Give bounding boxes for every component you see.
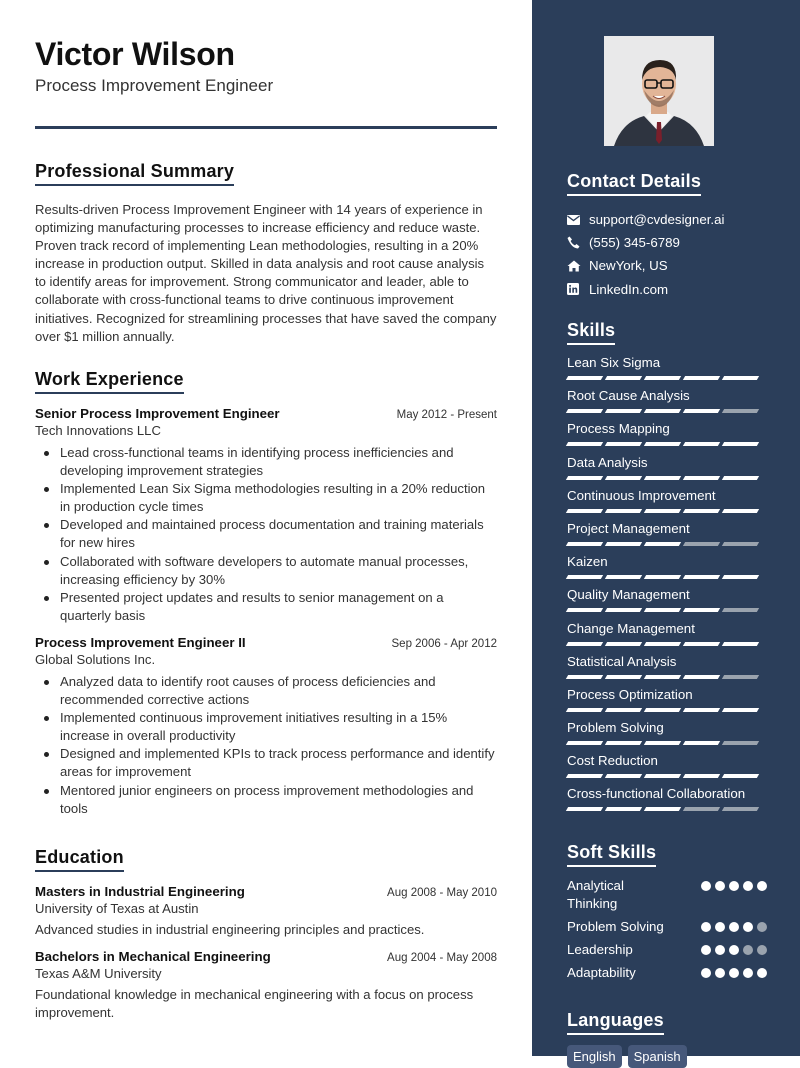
skills-list (567, 355, 767, 820)
skill-item (567, 554, 767, 587)
avatar (604, 36, 714, 146)
skill-level-segment (683, 807, 720, 811)
skill-level-segment (722, 409, 759, 413)
summary-section (35, 161, 497, 346)
skill-level-segment (566, 476, 603, 480)
skill-item (567, 388, 767, 421)
school: Texas A&M University (35, 966, 162, 982)
soft-skill-rating (701, 945, 767, 955)
contact-heading: Contact Details (567, 171, 701, 196)
rating-dot (743, 881, 753, 891)
job-company: Tech Innovations LLC (35, 423, 161, 438)
skill-level-segment (644, 608, 681, 612)
skill-level-segment (566, 608, 603, 612)
skill-level-segment (644, 741, 681, 745)
soft-skill-rating (701, 881, 767, 891)
skill-level-segment (605, 575, 642, 579)
skill-level-bar (567, 442, 767, 446)
school: University of Texas at Austin (35, 901, 199, 916)
skill-level-segment (722, 542, 759, 546)
skill-level-segment (644, 376, 681, 380)
skill-level-segment (566, 774, 603, 778)
job-entry (35, 406, 497, 625)
skill-item (567, 786, 767, 819)
soft-skills-list (567, 877, 767, 982)
summary-heading: Professional Summary (35, 161, 234, 186)
skill-level-segment (722, 476, 759, 480)
education-dates: Aug 2008 - May 2010 (387, 887, 497, 899)
rating-dot (701, 945, 711, 955)
skill-level-segment (683, 708, 720, 712)
skill-name: Cost Reduction (567, 753, 658, 769)
skill-level-segment (566, 642, 603, 646)
rating-dot (729, 945, 739, 955)
skill-level-segment (683, 376, 720, 380)
skill-level-segment (683, 509, 720, 513)
skill-level-segment (566, 376, 603, 380)
skill-level-segment (566, 807, 603, 811)
soft-skill-name: Leadership (567, 942, 633, 957)
rating-dot (715, 881, 725, 891)
phone-text: (555) 345-6789 (589, 235, 680, 251)
languages-heading: Languages (567, 1010, 664, 1035)
skill-name: Project Management (567, 520, 690, 536)
skill-level-segment (644, 542, 681, 546)
skill-level-segment (644, 575, 681, 579)
linkedin-text: LinkedIn.com (589, 281, 669, 297)
soft-skill-name: Adaptability (567, 965, 636, 980)
soft-skills-section (567, 842, 767, 987)
skill-item (567, 621, 767, 654)
job-bullet: Implemented Lean Six Sigma methodologies resulting in a 20% reduction in production cycle times (60, 480, 497, 516)
work-experience-section (35, 369, 497, 818)
skill-level-bar (567, 409, 767, 413)
skill-level-segment (605, 442, 642, 446)
skill-name: Quality Management (567, 587, 690, 603)
skill-level-segment (722, 741, 759, 745)
skill-level-segment (605, 642, 642, 646)
skill-item (567, 355, 767, 388)
soft-skill-name: Problem Solving (567, 919, 664, 934)
soft-skill-item (567, 918, 767, 936)
skill-level-bar (567, 741, 767, 745)
skill-name: Lean Six Sigma (567, 355, 661, 370)
skill-level-segment (605, 741, 642, 745)
rating-dot (715, 945, 725, 955)
skill-level-bar (567, 642, 767, 646)
skill-level-segment (683, 476, 720, 480)
candidate-name: Victor Wilson (35, 36, 235, 72)
skill-level-segment (644, 675, 681, 679)
skill-level-segment (566, 509, 603, 513)
skill-level-segment (644, 774, 681, 778)
rating-dot (715, 922, 725, 932)
education-description: Advanced studies in industrial engineering principles and practices. (35, 922, 425, 937)
contact-location (567, 254, 767, 277)
sidebar (532, 0, 800, 1064)
education-entry (35, 884, 497, 939)
skill-level-segment (566, 675, 603, 679)
soft-skill-item (567, 964, 767, 982)
skill-item (567, 421, 767, 454)
rating-dot (757, 922, 767, 932)
skill-level-segment (644, 509, 681, 513)
skill-name: Cross-functional Collaboration (567, 786, 746, 802)
rating-dot (729, 881, 739, 891)
education-description: Foundational knowledge in mechanical engineering with a focus on process improvement. (35, 987, 474, 1021)
education-section (35, 847, 497, 1022)
skill-name: Process Optimization (567, 686, 693, 702)
job-bullets (35, 444, 497, 625)
linkedin-icon (567, 283, 589, 295)
skills-heading: Skills (567, 320, 615, 345)
skill-name: Problem Solving (567, 720, 664, 736)
rating-dot (729, 968, 739, 978)
soft-skill-item (567, 941, 767, 959)
job-dates: May 2012 - Present (396, 409, 497, 421)
job-role: Senior Process Improvement Engineer (35, 406, 280, 421)
skill-level-segment (683, 675, 720, 679)
education-dates: Aug 2004 - May 2008 (387, 952, 497, 965)
skill-name: Data Analysis (567, 454, 648, 470)
work-experience-heading: Work Experience (35, 369, 184, 394)
contact-phone[interactable] (567, 231, 767, 254)
skill-level-segment (605, 774, 642, 778)
soft-skill-item (567, 877, 767, 913)
soft-skills-heading: Soft Skills (567, 842, 656, 867)
skill-item (567, 455, 767, 488)
skill-item (567, 521, 767, 554)
skill-item (567, 720, 767, 753)
job-bullets (35, 673, 497, 818)
contact-section (567, 171, 767, 301)
summary-text: Results-driven Process Improvement Engineer with 14 years of experience in optimizing manufacturing processes to increase efficiency and reduce waste. Proven track record of implementing Lean methodologies, resulting in a 20% increase in production output. Skilled in data analysis and root cause analysis to identify areas for improvement. Strong communicator and leader, able to collaborate with cross-functional teams to drive continuous improvement initiatives. Recognized for streamlining processes that have saved the company over $1 million annually. (35, 202, 497, 344)
skill-level-segment (644, 807, 681, 811)
language-tag: Spanish (628, 1045, 687, 1068)
skill-name: Root Cause Analysis (567, 388, 690, 404)
skill-name: Kaizen (567, 554, 608, 570)
skill-item (567, 753, 767, 786)
skill-level-segment (644, 442, 681, 446)
email-text: support@cvdesigner.ai (589, 212, 725, 228)
skill-level-segment (683, 409, 720, 413)
location-text: NewYork, US (589, 258, 668, 274)
job-bullet: Collaborated with software developers to automate manual processes, increasing efficiency by 30% (60, 553, 497, 589)
rating-dot (743, 945, 753, 955)
skill-level-bar (567, 608, 767, 612)
skill-level-segment (722, 442, 759, 446)
skill-level-segment (722, 708, 759, 712)
job-bullet: Mentored junior engineers on process improvement methodologies and tools (60, 782, 497, 818)
email-icon (567, 215, 589, 225)
rating-dot (743, 968, 753, 978)
skill-level-segment (605, 542, 642, 546)
soft-skill-name: Analytical Thinking (567, 878, 624, 911)
skill-level-bar (567, 575, 767, 579)
job-dates: Sep 2006 - Apr 2012 (391, 637, 497, 650)
job-bullet: Developed and maintained process documentation and training materials for new hires (60, 516, 497, 552)
contact-email[interactable] (567, 208, 767, 231)
skill-level-segment (644, 409, 681, 413)
degree: Masters in Industrial Engineering (35, 884, 245, 899)
home-icon (567, 260, 589, 272)
skill-level-segment (605, 376, 642, 380)
job-bullet: Presented project updates and results to senior management on a quarterly basis (60, 589, 497, 625)
skill-item (567, 654, 767, 687)
phone-icon (567, 236, 589, 249)
skill-level-segment (605, 476, 642, 480)
candidate-title: Process Improvement Engineer (35, 76, 274, 95)
job-company: Global Solutions Inc. (35, 651, 156, 667)
skill-level-segment (605, 509, 642, 513)
job-bullet: Designed and implemented KPIs to track process performance and identify areas for improvement (60, 745, 497, 781)
rating-dot (743, 922, 753, 932)
skill-level-segment (722, 376, 759, 380)
languages-section (567, 1010, 767, 1068)
skill-level-segment (683, 575, 720, 579)
skill-level-segment (566, 708, 603, 712)
job-bullet: Lead cross-functional teams in identifying process inefficiencies and developing improvement strategies (60, 444, 497, 480)
rating-dot (701, 881, 711, 891)
degree: Bachelors in Mechanical Engineering (35, 949, 271, 965)
rating-dot (701, 922, 711, 932)
skill-level-segment (683, 741, 720, 745)
education-entry (35, 949, 497, 1022)
skill-level-segment (722, 675, 759, 679)
skill-level-segment (605, 807, 642, 811)
skill-level-segment (683, 774, 720, 778)
skill-level-bar (567, 376, 767, 380)
skill-level-segment (566, 542, 603, 546)
skill-level-segment (566, 409, 603, 413)
job-bullet: Analyzed data to identify root causes of process deficiencies and recommended corrective actions (60, 673, 497, 709)
job-entry (35, 635, 497, 818)
skill-name: Process Mapping (567, 421, 670, 437)
skill-item (567, 488, 767, 521)
skill-level-segment (683, 542, 720, 546)
skill-level-segment (722, 509, 759, 513)
rating-dot (757, 968, 767, 978)
skill-level-bar (567, 708, 767, 712)
skill-level-segment (683, 642, 720, 646)
soft-skill-rating (701, 922, 767, 932)
skill-level-segment (722, 642, 759, 646)
skill-level-segment (605, 409, 642, 413)
skill-level-segment (722, 575, 759, 579)
rating-dot (729, 922, 739, 932)
skill-name: Statistical Analysis (567, 653, 677, 669)
skill-level-bar (567, 807, 767, 811)
job-role: Process Improvement Engineer II (35, 634, 246, 650)
skill-level-bar (567, 774, 767, 778)
soft-skill-rating (701, 968, 767, 978)
education-heading: Education (35, 847, 124, 872)
header-divider (35, 126, 497, 129)
skill-level-segment (566, 741, 603, 745)
skill-item (567, 687, 767, 720)
skill-level-segment (722, 608, 759, 612)
skill-item (567, 587, 767, 620)
skill-name: Change Management (567, 620, 695, 636)
skill-level-segment (722, 807, 759, 811)
rating-dot (757, 945, 767, 955)
skill-level-segment (683, 442, 720, 446)
skill-level-segment (605, 708, 642, 712)
skills-section (567, 320, 767, 820)
rating-dot (715, 968, 725, 978)
profile-photo (604, 36, 714, 146)
job-bullet: Implemented continuous improvement initiatives resulting in a 15% increase in overall productivity (60, 709, 497, 745)
skill-level-bar (567, 509, 767, 513)
skill-level-segment (605, 608, 642, 612)
skill-level-segment (605, 675, 642, 679)
skill-name: Continuous Improvement (567, 487, 716, 503)
skill-level-segment (644, 476, 681, 480)
skill-level-segment (722, 774, 759, 778)
skill-level-segment (683, 608, 720, 612)
rating-dot (757, 881, 767, 891)
skill-level-bar (567, 542, 767, 546)
skill-level-segment (566, 575, 603, 579)
skill-level-segment (566, 442, 603, 446)
rating-dot (701, 968, 711, 978)
skill-level-segment (644, 708, 681, 712)
contact-linkedin[interactable] (567, 278, 767, 301)
skill-level-segment (644, 642, 681, 646)
skill-level-bar (567, 675, 767, 679)
language-tag: English (567, 1045, 622, 1068)
skill-level-bar (567, 476, 767, 480)
